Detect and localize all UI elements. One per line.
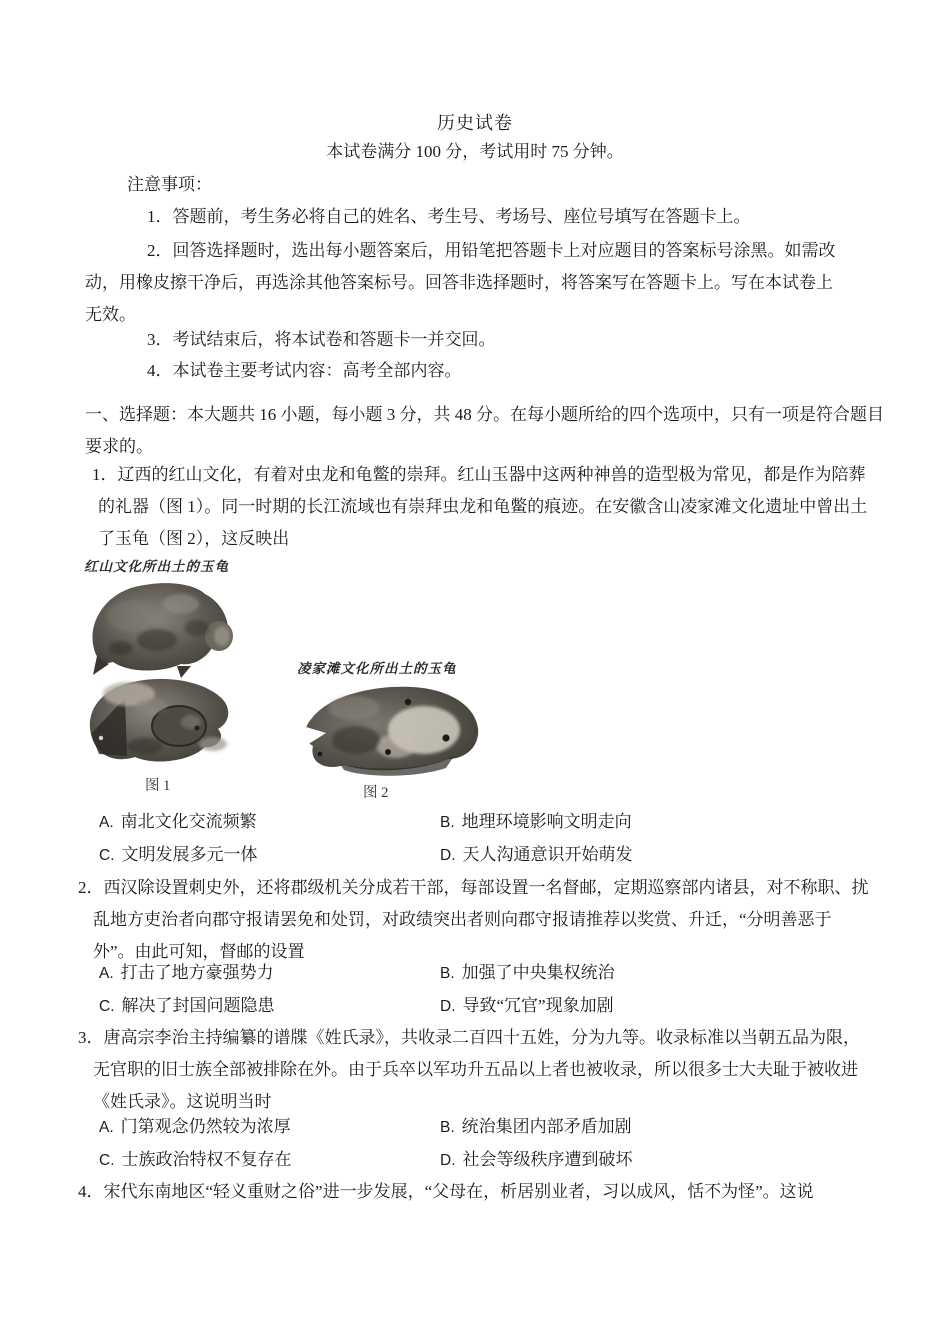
jade-turtle-photo-lingjiatan — [296, 680, 482, 780]
question-2-stem: 2．西汉除设置刺史外，还将郡级机关分成若干部，每部设置一名督邮，定期巡察部内诸县，对不称职、扰乱地方吏治者向郡守报请罢免和处罚，对政绩突出者则向郡守报请推荐以奖赏、升迁，“分明善恶于外”。由此可知，督邮的设置 — [78, 878, 869, 961]
figure-2-caption: 凌家滩文化所出土的玉龟 — [297, 661, 457, 676]
question-2-option-b — [440, 957, 879, 990]
notice-item-2: 2．回答选择题时，选出每小题答案后，用铅笔把答题卡上对应题目的答案标号涂黑。如需改动，用橡皮擦干净后，再选涂其他答案标号。回答非选择题时，将答案写在答题卡上。写在本试卷上无效。 — [85, 241, 836, 324]
notice-heading: 注意事项： — [127, 175, 212, 194]
question-3-option-b — [440, 1111, 879, 1144]
option-key: B. — [440, 1119, 455, 1136]
question-2-option-c — [99, 990, 440, 1023]
question-1-option-b — [440, 806, 879, 839]
figure-1-label: 图 1 — [145, 778, 171, 794]
option-key: D. — [440, 847, 456, 864]
turtle-figure-bottom — [90, 679, 228, 762]
option-key: A. — [99, 814, 114, 831]
question-2-option-d — [440, 990, 879, 1023]
option-key: B. — [440, 965, 455, 982]
question-2-option-a — [99, 957, 440, 990]
option-text: 导致“冗官”现象加剧 — [462, 996, 614, 1015]
question-1-figures — [0, 556, 950, 804]
question-4-stem: 4．宋代东南地区“轻义重财之俗”进一步发展，“父母在，析居别业者，习以成风，恬不为怪”。这说 — [78, 1182, 814, 1201]
option-text: 文明发展多元一体 — [121, 845, 258, 864]
question-1-stem: 1．辽西的红山文化，有着对虫龙和龟鳖的崇拜。红山玉器中这两种神兽的造型极为常见，都是作为陪葬的礼器（图 1）。同一时期的长江流域也有崇拜虫龙和龟鳖的痕迹。在安徽含山凌家滩文化遗址中曾出土了玉龟（图 2），这反映出 — [92, 465, 868, 548]
option-text: 加强了中央集权统治 — [461, 963, 615, 982]
exam-subtitle: 本试卷满分 100 分，考试用时 75 分钟。 — [326, 142, 624, 161]
notice-item-4: 4．本试卷主要考试内容：高考全部内容。 — [147, 361, 462, 380]
option-text: 打击了地方豪强势力 — [120, 963, 274, 982]
option-key: D. — [440, 998, 456, 1015]
section-1-heading: 一、选择题：本大题共 16 小题，每小题 3 分，共 48 分。在每小题所给的四个选项中，只有一项是符合题目要求的。 — [85, 405, 884, 456]
question-3-option-d — [440, 1144, 879, 1177]
question-1-options — [99, 806, 879, 872]
jade-turtle-photo-hongshan — [85, 578, 237, 774]
question-3-option-c — [99, 1144, 440, 1177]
option-key: A. — [99, 965, 114, 982]
question-1-option-a — [99, 806, 440, 839]
option-key: D. — [440, 1152, 456, 1169]
notice-item-3: 3．考试结束后，将本试卷和答题卡一并交回。 — [147, 330, 496, 349]
option-text: 南北文化交流频繁 — [120, 812, 257, 831]
question-2-options — [99, 957, 879, 1023]
question-3-option-a — [99, 1111, 440, 1144]
question-1-option-d — [440, 839, 879, 872]
option-text: 统治集团内部矛盾加剧 — [461, 1117, 632, 1136]
question-3-options — [99, 1111, 879, 1177]
option-text: 解决了封国问题隐患 — [121, 996, 275, 1015]
figure-1-caption: 红山文化所出土的玉龟 — [84, 559, 229, 574]
option-text: 天人沟通意识开始萌发 — [462, 845, 633, 864]
option-key: B. — [440, 814, 455, 831]
option-text: 地理环境影响文明走向 — [461, 812, 632, 831]
page-title: 历史试卷 — [437, 113, 513, 133]
option-text: 社会等级秩序遭到破坏 — [462, 1150, 633, 1169]
option-key: C. — [99, 998, 115, 1015]
option-key: C. — [99, 1152, 115, 1169]
question-3-stem: 3．唐高宗李治主持编纂的谱牒《姓氏录》，共收录二百四十五姓，分为九等。收录标准以当朝五品为限，无官职的旧士族全部被排除在外。由于兵卒以军功升五品以上者也被收录，所以很多士大夫耻于被收进《姓氏录》。这说明当时 — [78, 1028, 860, 1111]
option-text: 士族政治特权不复存在 — [121, 1150, 292, 1169]
turtle-shell-figure2 — [296, 687, 478, 776]
option-text: 门第观念仍然较为浓厚 — [120, 1117, 291, 1136]
option-key: A. — [99, 1119, 114, 1136]
question-1-option-c — [99, 839, 440, 872]
figure-2-label: 图 2 — [363, 785, 389, 801]
turtle-shell-top — [92, 583, 233, 678]
option-key: C. — [99, 847, 115, 864]
notice-item-1: 1．答题前，考生务必将自己的姓名、考生号、考场号、座位号填写在答题卡上。 — [147, 207, 751, 226]
